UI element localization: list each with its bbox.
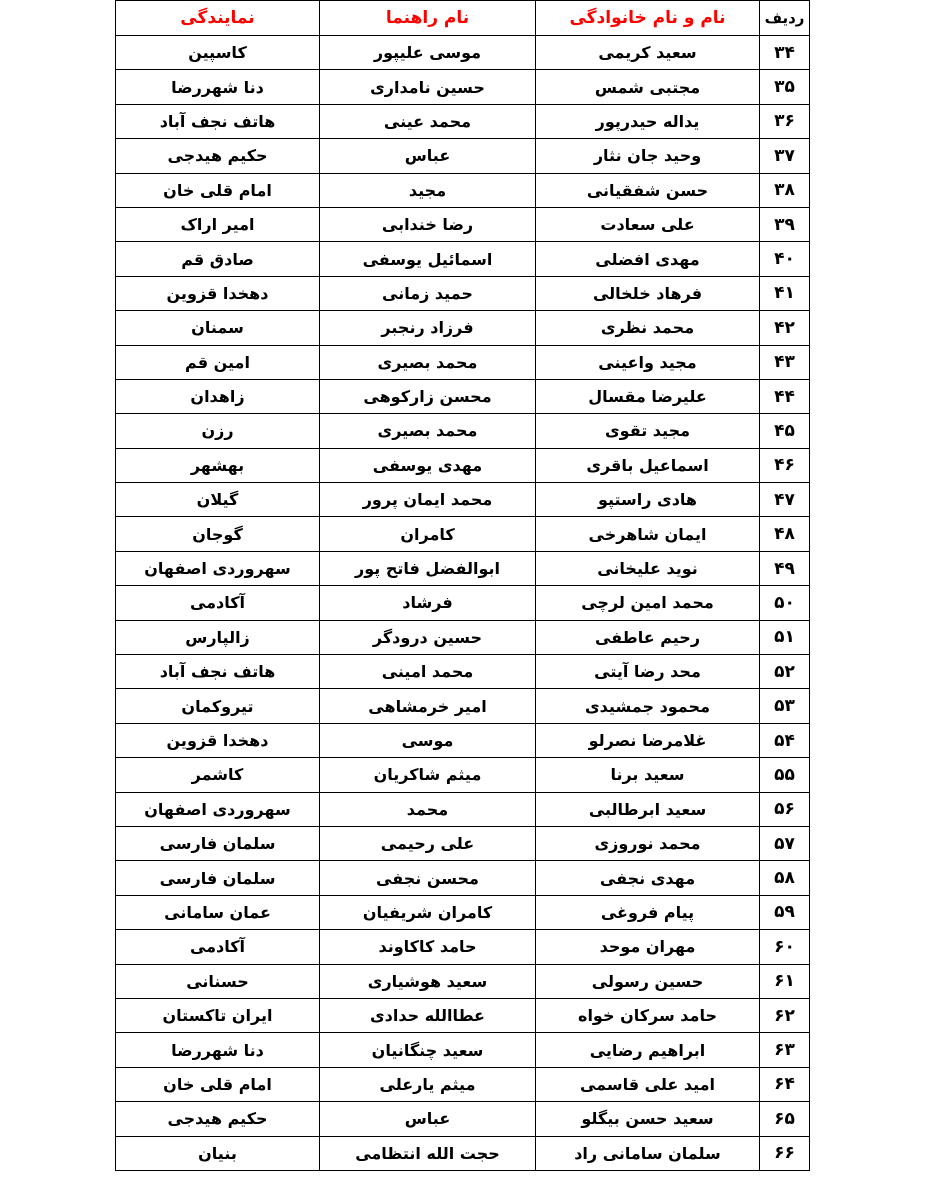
row-representation-cell: تیروکمان <box>116 689 320 723</box>
row-representation-cell: هاتف نجف آباد <box>116 655 320 689</box>
table-row <box>116 345 810 379</box>
row-name-cell: رحیم عاطفی <box>536 620 760 654</box>
row-name-cell: پیام فروغی <box>536 895 760 929</box>
row-index-cell: ۵۲ <box>760 655 810 689</box>
row-guide-cell: موسی <box>320 723 536 757</box>
table-row <box>116 1067 810 1101</box>
table-row <box>116 483 810 517</box>
row-representation-cell: زالپارس <box>116 620 320 654</box>
row-index-cell: ۴۲ <box>760 311 810 345</box>
table-row <box>116 414 810 448</box>
row-representation-cell: حسنانی <box>116 964 320 998</box>
participants-table <box>115 0 810 1171</box>
row-representation-cell: سلمان فارسی <box>116 861 320 895</box>
row-guide-cell: علی رحیمی <box>320 826 536 860</box>
row-index-cell: ۳۸ <box>760 173 810 207</box>
table-row <box>116 311 810 345</box>
row-index-cell: ۵۹ <box>760 895 810 929</box>
row-name-cell: ایمان شاهرخی <box>536 517 760 551</box>
row-representation-cell: هاتف نجف آباد <box>116 104 320 138</box>
row-guide-cell: سعید چنگانیان <box>320 1033 536 1067</box>
row-index-cell: ۳۶ <box>760 104 810 138</box>
row-representation-cell: سهروردی اصفهان <box>116 551 320 585</box>
row-name-cell: سعید برنا <box>536 758 760 792</box>
row-guide-cell: میثم شاکریان <box>320 758 536 792</box>
row-index-cell: ۶۰ <box>760 930 810 964</box>
row-representation-cell: ایران تاکستان <box>116 998 320 1032</box>
table-row <box>116 620 810 654</box>
table-row <box>116 930 810 964</box>
row-representation-cell: کاشمر <box>116 758 320 792</box>
row-guide-cell: محمد <box>320 792 536 826</box>
row-representation-cell: آکادمی <box>116 930 320 964</box>
row-representation-cell: زاهدان <box>116 379 320 413</box>
row-name-cell: حسین رسولی <box>536 964 760 998</box>
row-name-cell: اسماعیل باقری <box>536 448 760 482</box>
row-representation-cell: دهخدا قزوین <box>116 723 320 757</box>
row-guide-cell: فرزاد رنجبر <box>320 311 536 345</box>
row-guide-cell: کامران <box>320 517 536 551</box>
row-index-cell: ۵۴ <box>760 723 810 757</box>
table-row <box>116 276 810 310</box>
row-representation-cell: سلمان فارسی <box>116 826 320 860</box>
row-guide-cell: محمد امینی <box>320 655 536 689</box>
table-row <box>116 1136 810 1170</box>
row-name-cell: حسن شفقیانی <box>536 173 760 207</box>
row-index-cell: ۳۹ <box>760 207 810 241</box>
row-index-cell: ۴۶ <box>760 448 810 482</box>
row-name-cell: مجتبی شمس <box>536 70 760 104</box>
row-name-cell: محمود جمشیدی <box>536 689 760 723</box>
table-row <box>116 826 810 860</box>
row-name-cell: نوید علیخانی <box>536 551 760 585</box>
row-guide-cell: کامران شریفیان <box>320 895 536 929</box>
row-index-cell: ۶۴ <box>760 1067 810 1101</box>
row-index-cell: ۳۷ <box>760 139 810 173</box>
row-representation-cell: سمنان <box>116 311 320 345</box>
row-name-cell: ابراهیم رضایی <box>536 1033 760 1067</box>
row-name-cell: سلمان سامانی راد <box>536 1136 760 1170</box>
row-representation-cell: آکادمی <box>116 586 320 620</box>
table-row <box>116 104 810 138</box>
table-body <box>116 36 810 1171</box>
row-name-cell: محمد امین لرچی <box>536 586 760 620</box>
row-representation-cell: امین قم <box>116 345 320 379</box>
table-row <box>116 207 810 241</box>
row-guide-cell: اسمائیل یوسفی <box>320 242 536 276</box>
row-index-cell: ۴۷ <box>760 483 810 517</box>
row-index-cell: ۶۵ <box>760 1102 810 1136</box>
table-row <box>116 517 810 551</box>
table-row <box>116 1033 810 1067</box>
row-index-cell: ۵۳ <box>760 689 810 723</box>
table-row <box>116 964 810 998</box>
row-guide-cell: محمد ایمان پرور <box>320 483 536 517</box>
row-index-cell: ۴۱ <box>760 276 810 310</box>
row-name-cell: حامد سرکان خواه <box>536 998 760 1032</box>
header-name: نام و نام خانوادگی <box>536 1 760 36</box>
row-index-cell: ۳۵ <box>760 70 810 104</box>
row-index-cell: ۴۴ <box>760 379 810 413</box>
row-guide-cell: سعید هوشیاری <box>320 964 536 998</box>
row-guide-cell: امیر خرمشاهی <box>320 689 536 723</box>
row-representation-cell: حکیم هیدجی <box>116 139 320 173</box>
row-name-cell: مهدی نجفی <box>536 861 760 895</box>
row-representation-cell: عمان سامانی <box>116 895 320 929</box>
row-guide-cell: حجت الله انتظامی <box>320 1136 536 1170</box>
row-index-cell: ۵۵ <box>760 758 810 792</box>
row-guide-cell: مجید <box>320 173 536 207</box>
row-representation-cell: حکیم هیدجی <box>116 1102 320 1136</box>
table-row <box>116 70 810 104</box>
row-guide-cell: محسن نجفی <box>320 861 536 895</box>
row-index-cell: ۶۲ <box>760 998 810 1032</box>
row-name-cell: مجید واعینی <box>536 345 760 379</box>
row-representation-cell: امیر اراک <box>116 207 320 241</box>
table-row <box>116 792 810 826</box>
row-guide-cell: حسین درودگر <box>320 620 536 654</box>
row-name-cell: سعید حسن بیگلو <box>536 1102 760 1136</box>
table-row <box>116 895 810 929</box>
row-guide-cell: محسن زارکوهی <box>320 379 536 413</box>
row-name-cell: علیرضا مقسال <box>536 379 760 413</box>
row-name-cell: سعید کریمی <box>536 36 760 70</box>
row-representation-cell: گوجان <box>116 517 320 551</box>
row-name-cell: غلامرضا نصرلو <box>536 723 760 757</box>
row-guide-cell: عباس <box>320 139 536 173</box>
row-representation-cell: صادق قم <box>116 242 320 276</box>
row-representation-cell: رزن <box>116 414 320 448</box>
row-guide-cell: محمد بصیری <box>320 345 536 379</box>
row-index-cell: ۴۰ <box>760 242 810 276</box>
row-name-cell: محمد نوروزی <box>536 826 760 860</box>
row-index-cell: ۶۳ <box>760 1033 810 1067</box>
table-header-row <box>116 1 810 36</box>
row-representation-cell: بنیان <box>116 1136 320 1170</box>
row-guide-cell: حامد کاکاوند <box>320 930 536 964</box>
row-representation-cell: امام قلی خان <box>116 173 320 207</box>
row-representation-cell: دنا شهررضا <box>116 70 320 104</box>
row-index-cell: ۴۵ <box>760 414 810 448</box>
row-representation-cell: بهشهر <box>116 448 320 482</box>
table-row <box>116 655 810 689</box>
row-index-cell: ۴۳ <box>760 345 810 379</box>
row-guide-cell: موسی علیپور <box>320 36 536 70</box>
row-name-cell: فرهاد خلخالی <box>536 276 760 310</box>
table-row <box>116 586 810 620</box>
table-row <box>116 379 810 413</box>
row-name-cell: امید علی قاسمی <box>536 1067 760 1101</box>
row-name-cell: وحید جان نثار <box>536 139 760 173</box>
row-guide-cell: میثم یارعلی <box>320 1067 536 1101</box>
table-row <box>116 689 810 723</box>
row-index-cell: ۴۹ <box>760 551 810 585</box>
row-guide-cell: عباس <box>320 1102 536 1136</box>
table-row <box>116 36 810 70</box>
row-index-cell: ۵۱ <box>760 620 810 654</box>
row-index-cell: ۵۷ <box>760 826 810 860</box>
header-index: ردیف <box>760 1 810 36</box>
row-guide-cell: عطاالله حدادی <box>320 998 536 1032</box>
header-representation: نمایندگی <box>116 1 320 36</box>
row-representation-cell: امام قلی خان <box>116 1067 320 1101</box>
row-name-cell: مهدی افضلی <box>536 242 760 276</box>
table-row <box>116 1102 810 1136</box>
row-index-cell: ۵۶ <box>760 792 810 826</box>
row-guide-cell: محمد بصیری <box>320 414 536 448</box>
row-representation-cell: کاسپین <box>116 36 320 70</box>
table-row <box>116 242 810 276</box>
row-name-cell: هادی راستپو <box>536 483 760 517</box>
header-guide: نام راهنما <box>320 1 536 36</box>
row-representation-cell: دنا شهررضا <box>116 1033 320 1067</box>
row-name-cell: مجید تقوی <box>536 414 760 448</box>
row-index-cell: ۵۰ <box>760 586 810 620</box>
table-row <box>116 551 810 585</box>
row-representation-cell: سهروردی اصفهان <box>116 792 320 826</box>
row-name-cell: محمد نظری <box>536 311 760 345</box>
row-guide-cell: فرشاد <box>320 586 536 620</box>
row-index-cell: ۴۸ <box>760 517 810 551</box>
row-name-cell: مهران موحد <box>536 930 760 964</box>
row-guide-cell: ابوالفضل فاتح پور <box>320 551 536 585</box>
table-row <box>116 758 810 792</box>
row-index-cell: ۶۱ <box>760 964 810 998</box>
row-guide-cell: رضا خندابی <box>320 207 536 241</box>
row-guide-cell: محمد عینی <box>320 104 536 138</box>
row-guide-cell: حمید زمانی <box>320 276 536 310</box>
table-row <box>116 723 810 757</box>
row-index-cell: ۳۴ <box>760 36 810 70</box>
row-representation-cell: گیلان <box>116 483 320 517</box>
table-row <box>116 448 810 482</box>
row-guide-cell: حسین نامداری <box>320 70 536 104</box>
table-row <box>116 173 810 207</box>
table-row <box>116 998 810 1032</box>
row-name-cell: یداله حیدرپور <box>536 104 760 138</box>
table-row <box>116 139 810 173</box>
row-guide-cell: مهدی یوسفی <box>320 448 536 482</box>
row-index-cell: ۶۶ <box>760 1136 810 1170</box>
row-index-cell: ۵۸ <box>760 861 810 895</box>
row-name-cell: سعید ابرطالبی <box>536 792 760 826</box>
row-name-cell: علی سعادت <box>536 207 760 241</box>
table-row <box>116 861 810 895</box>
row-name-cell: محد رضا آیتی <box>536 655 760 689</box>
row-representation-cell: دهخدا قزوین <box>116 276 320 310</box>
